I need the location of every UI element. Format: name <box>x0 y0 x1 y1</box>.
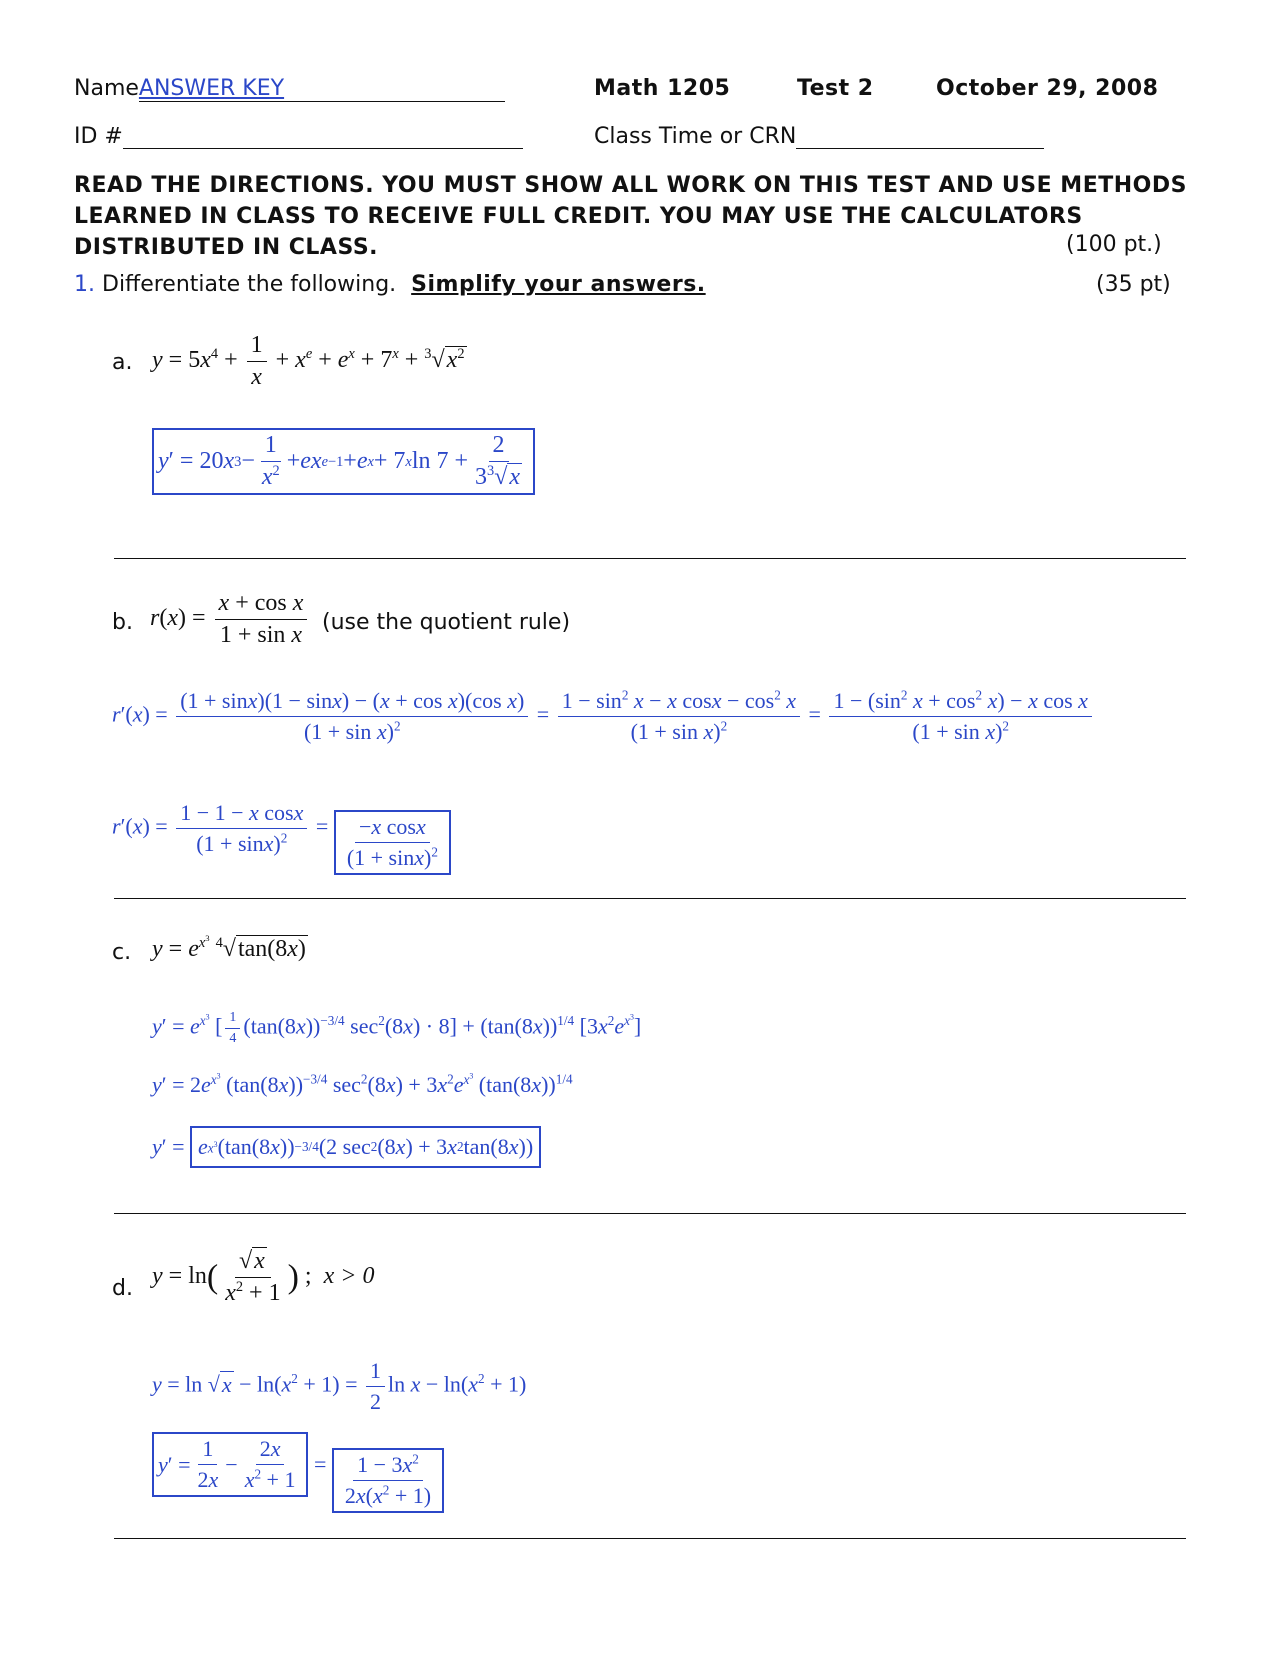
part-c-function: $y = e^{x^3}$ $^4$√tan(8x) <box>152 933 306 962</box>
class-line <box>594 124 1044 149</box>
part-b-note: (use the quotient rule) <box>322 610 571 635</box>
directions-line-3: DISTRIBUTED IN CLASS. <box>74 235 379 260</box>
part-c-answer: y′ = e $x^3$ (tan(8 x )) −3/4 (2 sec 2 (8 x ) + 3 x 2 tan(8 x )) <box>152 1126 541 1168</box>
divider-a <box>114 558 1186 559</box>
question-points: (35 pt) <box>1096 272 1171 297</box>
part-b-function: r(x) = $\frac{\text{x + cos x}}{\text{1 + sin x}}$ <box>150 590 310 649</box>
total-points: (100 pt.) <box>1066 232 1162 257</box>
name-label: Name <box>74 76 139 101</box>
id-line <box>74 124 523 149</box>
part-c-label: c. <box>112 940 132 965</box>
name-field <box>139 76 505 102</box>
part-d-label: d. <box>112 1276 133 1301</box>
class-label: Class Time or CRN <box>594 124 797 149</box>
part-d-step-1: $y = \ln √x - \ln(x^2 + 1)$ = $\frac{1}{2}$ $\ln x - \ln(x^2 + 1)$ <box>152 1358 527 1414</box>
id-label: ID # <box>74 124 123 149</box>
question-1-heading <box>74 272 706 297</box>
divider-c <box>114 1213 1186 1214</box>
divider-b <box>114 898 1186 899</box>
part-d-answer: y ′ = $\frac{1}{2x}$ − $\frac{2x}{x^2 + 1}$ = $\frac{1 - 3x^2}{2x(x^2 + 1)}$ <box>152 1432 444 1513</box>
part-c-step-1: $y' = e^{x^3}$ [ $\frac{1}{4}$ $(\tan(8x))^{-3/4}$ $\sec^2(8x) \cdot 8] + (\tan(8x))^{1/4}$ $[3x^2e^{x^3}]$ <box>152 1010 642 1046</box>
name-value: ANSWER KEY <box>138 76 285 101</box>
divider-d <box>114 1538 1186 1539</box>
part-b-answer: r′(x) = $\frac{\text{1 − 1 − x cosx}}{(1 + \sin x)^2}$ = $\frac{\text{−x cosx}}{(1 + \sin x)^2}$ <box>112 800 451 875</box>
question-emphasis: Simplify your answers. <box>411 272 706 297</box>
part-a-label: a. <box>112 350 133 375</box>
directions-line-2: LEARNED IN CLASS TO RECEIVE FULL CREDIT. YOU MAY USE THE CALCULATORS <box>74 204 1083 229</box>
part-d-function: y = ln( $\frac{√x}{x^2 + 1}$ ) ; x > 0 <box>152 1248 375 1306</box>
question-prompt: Differentiate the following. <box>102 272 397 297</box>
part-a-function: $y = 5x^4$ + $\frac{1}{x}$ + $x^e + e^x + 7^x + ^3√x^2$ <box>152 332 465 390</box>
question-number: 1. <box>74 272 95 297</box>
directions <box>74 170 1194 263</box>
part-a-answer: y ′ = 20 x 3 − $\frac{1}{x^2}$ + ex e−1 + e x + 7 x ln 7 + $\frac{2}{3^3√x}$ <box>152 428 535 495</box>
part-d-condition: x > 0 <box>323 1263 375 1290</box>
course-title: Math 1205 <box>594 76 731 101</box>
test-title: Test 2 <box>797 76 874 101</box>
class-field <box>796 126 1044 149</box>
part-b-label: b. <box>112 610 133 635</box>
id-field <box>123 126 523 149</box>
name-line <box>74 76 505 102</box>
part-c-step-2: $y' = 2e^{x^3}$ $(\tan(8x))^{-3/4}$ $\sec^2(8x) + 3x^2e^{x^3}$ $(\tan(8x))^{1/4}$ <box>152 1071 573 1097</box>
test-date: October 29, 2008 <box>936 76 1159 101</box>
directions-line-1: READ THE DIRECTIONS. YOU MUST SHOW ALL WORK ON THIS TEST AND USE METHODS <box>74 173 1187 198</box>
part-b-step-1: r′(x) = $\frac{\text{(1 + sinx)(1 − sinx) − (x + cos x)(cos x)}}{(1 + \sin x)^2}$ = $\frac{1 - \sin^2 x - x \cos x - \cos^2 x}{(1 + \sin x)^2}$ = $\frac{1 - (\sin^2 x + \cos^2 x) - x \cos x}{(1 + \sin x)^2}$ <box>112 688 1095 745</box>
